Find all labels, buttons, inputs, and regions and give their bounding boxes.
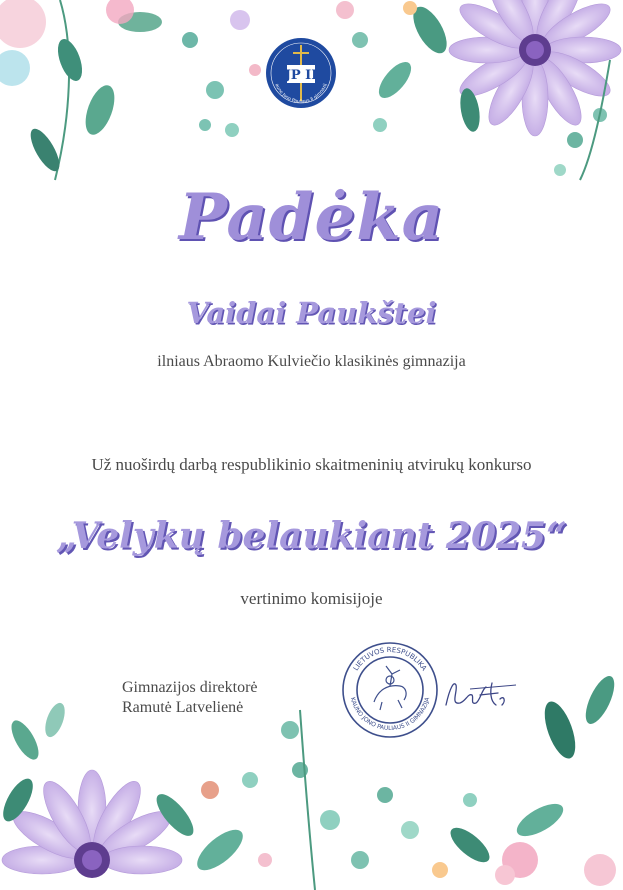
top-left-foliage bbox=[0, 0, 261, 180]
logo-initials: JP II bbox=[284, 68, 318, 83]
stamp-top-text: LIETUVOS RESPUBLIKA bbox=[351, 645, 429, 673]
award-description: Už nuoširdų darbą respublikinio skaitmeninių atvirukų konkurso bbox=[91, 455, 532, 474]
contest-name: „Velykų belaukiant 2025“ bbox=[56, 515, 567, 557]
recipient-school: ilniaus Abraomo Kulviečio klasikinės gimnazija bbox=[157, 353, 466, 370]
signer-name: Ramutė Latvelienė bbox=[122, 699, 244, 716]
signer-position: Gimnazijos direktorė bbox=[122, 679, 258, 696]
signature bbox=[440, 675, 518, 713]
knight-emblem-icon bbox=[374, 666, 406, 710]
committee-text: vertinimo komisijoje bbox=[240, 589, 383, 608]
signer-block bbox=[122, 678, 258, 718]
school-logo bbox=[265, 31, 337, 115]
recipient-name: Vaidai Paukštei bbox=[186, 296, 437, 330]
stamp-bottom-text: KAUNO JONO PAULIAUS II GIMNAZIJA bbox=[348, 696, 432, 733]
official-stamp bbox=[340, 640, 440, 740]
certificate-title: Padėka bbox=[178, 180, 445, 255]
logo-ring-text: auno Jono Pauliaus II gimnazij bbox=[273, 83, 329, 105]
